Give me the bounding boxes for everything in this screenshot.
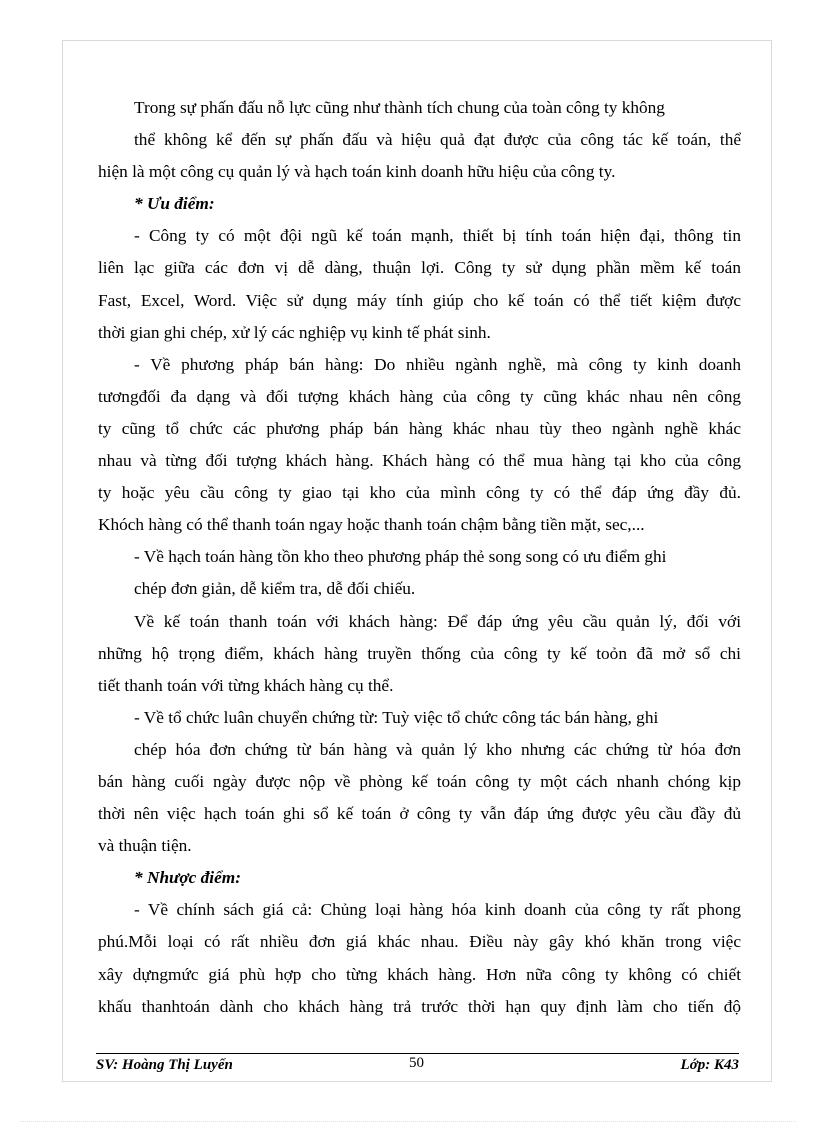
text-line: chép hóa đơn chứng từ bán hàng và quản lý kho nhưng các chứng từ hóa đơn (134, 739, 741, 759)
paragraph-advantage-5 (98, 702, 741, 862)
page-bottom-dotted-line (20, 1121, 796, 1122)
footer-divider (96, 1053, 739, 1054)
text-line: thời nên việc hạch toán ghi sổ kế toán ở công ty vẫn đáp ứng được yêu cầu đầy đủ (98, 804, 741, 824)
text-line: khấu thanhtoán dành cho khách hàng trả trước thời hạn quy định làm cho tiến độ (98, 996, 741, 1016)
text-line: ty cũng tổ chức các phương pháp bán hàng khác nhau tùy theo ngành nghề khác (98, 418, 741, 438)
text-line: bán hàng cuối ngày được nộp về phòng kế toán công ty một cách nhanh chóng kịp (98, 771, 741, 791)
text-line: nhau và từng đối tượng khách hàng. Khách hàng có thể mua hàng tại kho của công (98, 451, 741, 471)
text-line: Về kế toán thanh toán với khách hàng: Để đáp ứng yêu cầu quản lý, đối với (134, 611, 741, 631)
text-line: tiết thanh toán với từng khách hàng cụ thể. (98, 675, 394, 695)
section-heading: * Ưu điểm: (134, 194, 215, 214)
text-line: - Về hạch toán hàng tồn kho theo phương pháp thẻ song song có ưu điểm ghi (134, 547, 667, 567)
text-line: thời gian ghi chép, xử lý các nghiệp vụ kinh tế phát sinh. (98, 322, 491, 342)
heading-disadvantages (98, 862, 741, 894)
text-line: Khóch hàng có thể thanh toán ngay hoặc thanh toán chậm bằng tiền mặt, sec,... (98, 515, 645, 535)
page-footer (96, 1055, 739, 1079)
paragraph-advantage-3 (98, 541, 741, 605)
text-line: - Công ty có một đội ngũ kế toán mạnh, thiết bị tính toán hiện đại, thông tin (134, 226, 741, 246)
text-line: - Về phương pháp bán hàng: Do nhiều ngành nghề, mà công ty kinh doanh (134, 354, 741, 374)
text-line: hiện là một công cụ quản lý và hạch toán kinh doanh hữu hiệu của công ty. (98, 162, 616, 182)
body-text (98, 92, 741, 1023)
text-line: ty hoặc yêu cầu công ty giao tại kho của mình công ty có thể đáp ứng đầy đủ. (98, 483, 741, 503)
page-number: 50 (409, 1055, 424, 1071)
text-line: Fast, Excel, Word. Việc sử dụng máy tính giúp cho kế toán có thể tiết kiệm được (98, 290, 741, 310)
text-line: xây dựngmức giá phù hợp cho từng khách hàng. Hơn nữa công ty không có chiết (98, 964, 741, 984)
text-line: - Về chính sách giá cả: Chủng loại hàng hóa kinh doanh của công ty rất phong (134, 900, 741, 920)
text-line: Trong sự phấn đấu nỗ lực cũng như thành tích chung của toàn công ty không (134, 98, 665, 117)
text-line: phú.Mỗi loại có rất nhiều đơn giá khác nhau. Điều này gây khó khăn trong việc (98, 932, 741, 952)
text-line: chép đơn giản, dễ kiểm tra, dễ đối chiếu. (134, 579, 416, 599)
text-line: những hộ trọng điểm, khách hàng truyền thống của công ty kế toỏn đã mở sổ chi (98, 643, 741, 663)
heading-advantages (98, 188, 741, 220)
text-line: liên lạc giữa các đơn vị dễ dàng, thuận lợi. Công ty sử dụng phần mềm kế toán (98, 258, 741, 278)
paragraph-disadvantage-1 (98, 894, 741, 1022)
paragraph-advantage-2 (98, 349, 741, 542)
text-line: và thuận tiện. (98, 836, 192, 856)
text-line: - Về tổ chức luân chuyển chứng từ: Tuỳ việc tổ chức công tác bán hàng, ghi (134, 707, 659, 727)
paragraph-advantage-1 (98, 220, 741, 348)
paragraph-advantage-4 (98, 606, 741, 702)
footer-class: Lớp: K43 (680, 1057, 739, 1073)
text-line: thể không kể đến sự phấn đấu và hiệu quả đạt được của công tác kế toán, thể (134, 130, 741, 150)
section-heading: * Nhược điểm: (134, 868, 241, 888)
paragraph-intro (98, 92, 741, 188)
footer-author: SV: Hoàng Thị Luyến (96, 1057, 233, 1073)
text-line: tươngđối đa dạng và đối tượng khách hàng của công ty cũng khác nhau nên công (98, 386, 741, 406)
